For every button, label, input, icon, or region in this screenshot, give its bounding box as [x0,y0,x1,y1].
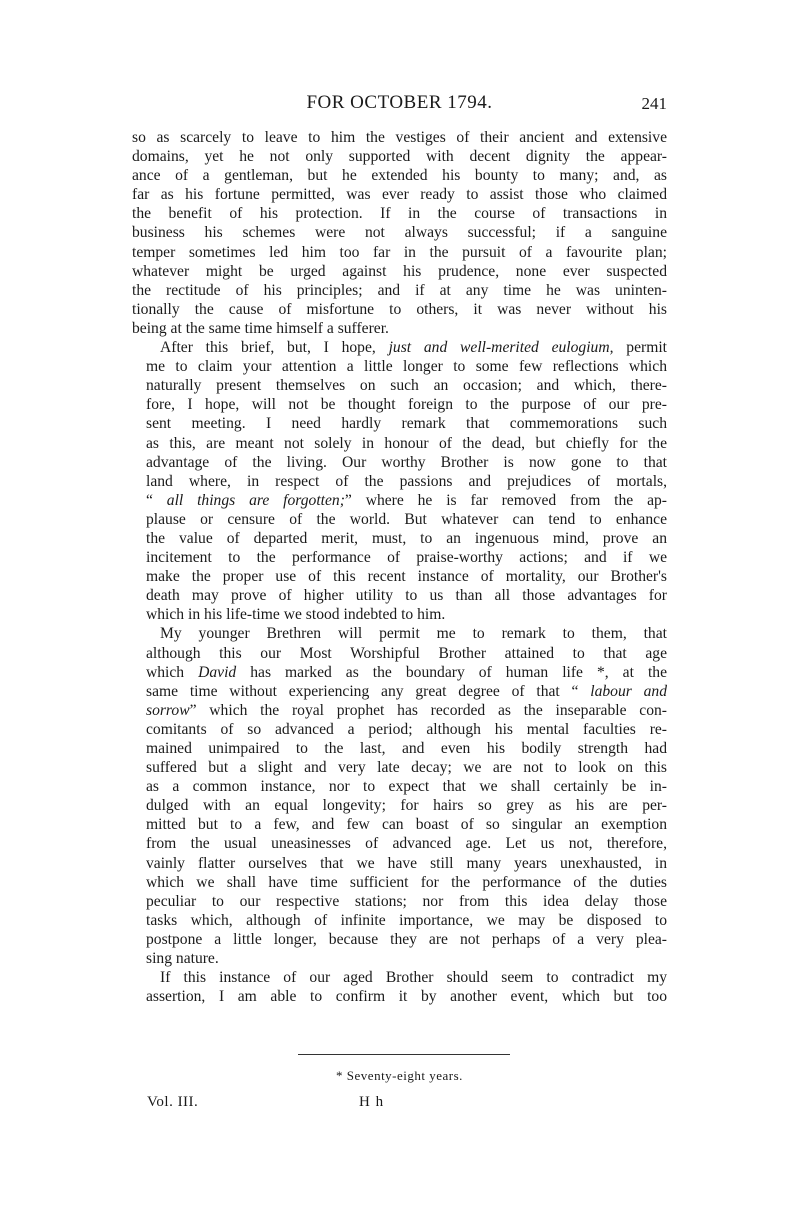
text-line: fore, I hope, will not be thought foreign to the purpose of our pre- [146,396,667,414]
text-line: me to claim your attention a little longer to some few reflections which [146,358,667,376]
text-line: death may prove of higher utility to us than all those advantages for [146,587,667,605]
text-line: If this instance of our aged Brother should seem to contradict my [160,969,667,987]
italic-phrase: all things are forgotten; [166,491,345,509]
text-run: ” which the royal prophet has recorded as the inseparable con- [189,701,667,719]
text-line [132,338,667,357]
text-line: comitants of so advanced a period; although his mental faculties re- [146,720,667,738]
text-line: advantage of the living. Our worthy Brother is now gone to that [146,453,667,471]
text-run: which [146,663,199,681]
italic-phrase: sorrow [146,701,190,719]
volume-mark: Vol. III. [147,1094,199,1110]
text-line: although this our Most Worshipful Brother attained to that age [146,644,667,662]
text-line: so as scarcely to leave to him the vestiges of their ancient and extensive [132,129,667,146]
text-line [132,682,667,701]
text-line [132,663,667,682]
footnote: * Seventy-eight years. [336,1068,463,1083]
text-line: sing nature. [146,950,219,968]
italic-phrase: just and well-merited eulogium, [388,339,614,357]
text-line: My younger Brethren will permit me to remark to them, that [160,625,667,643]
text-line: vainly flatter ourselves that we have still many years unexhausted, in [146,854,667,872]
text-run: After this brief, but, I hope, [160,339,389,357]
text-line: as this, are meant not solely in honour of the dead, but chiefly for the [146,434,667,452]
paragraph-1 [132,128,667,338]
running-header [132,92,667,122]
text-run: ” where he is far removed from the ap- [344,491,667,509]
text-line: business his schemes were not always successful; if a sanguine [132,224,667,242]
running-title: FOR OCTOBER 1794. [306,92,493,113]
text-line: the rectitude of his principles; and if at any time he was uninten- [132,281,667,299]
text-line: suffered but a slight and very late decay; we are not to look on this [146,759,667,777]
page-number: 241 [641,94,667,113]
text-line: from the usual uneasinesses of advanced age. Let us not, therefore, [146,835,667,853]
text-line: assertion, I am able to confirm it by another event, which but too [146,988,667,1006]
text-line: tasks which, although of infinite importance, we may be disposed to [146,911,667,929]
text-line: which in his life-time we stood indebted to him. [146,606,446,624]
footnote-rule [298,1054,510,1055]
text-line: whatever might be urged against his prudence, none ever suspected [132,262,667,280]
text-line: sent meeting. I need hardly remark that commemorations such [146,415,667,433]
text-line: mitted but to a few, and few can boast of so singular an exemption [146,816,667,834]
italic-phrase: David [198,663,237,681]
text-line: far as his fortune permitted, was ever ready to assist those who claimed [132,186,667,204]
text-line: naturally present themselves on such an occasion; and which, there- [146,377,667,395]
text-line: which we shall have time sufficient for the performance of the duties [146,873,667,891]
text-line: incitement to the performance of praise-worthy actions; and if we [146,549,667,567]
text-line: being at the same time himself a sufferer. [132,319,389,337]
text-line: the benefit of his protection. If in the course of transactions in [132,205,667,223]
text-run: same time without experiencing any great degree of that “ [146,682,591,700]
paragraph-4 [132,968,667,1006]
text-line: as a common instance, nor to expect that we shall certainly be in- [146,778,667,796]
text-line: the value of departed merit, must, to an ingenuous mind, prove an [146,529,667,547]
text-line: temper sometimes led him too far in the pursuit of a favourite plan; [132,243,667,261]
text-line [132,491,667,510]
page-footer [147,1094,667,1116]
body-text [132,128,667,1006]
text-line: peculiar to our respective stations; nor from this idea delay those [146,892,667,910]
paragraph-3 [132,624,667,968]
text-run: has marked as the boundary of human life *, at the [236,663,667,681]
text-run: permit [613,339,667,357]
text-line: plause or censure of the world. But whatever can tend to enhance [146,510,667,528]
text-line: dulged with an equal longevity; for hairs so grey as his are per- [146,797,667,815]
text-line: mained unimpaired to the last, and even his bodily strength had [146,740,667,757]
signature-mark: H h [359,1094,385,1110]
text-line [132,701,667,720]
text-line: make the proper use of this recent instance of mortality, our Brother's [146,568,667,586]
text-line: ance of a gentleman, but he extended his bounty to many; and, as [132,167,667,185]
text-line: domains, yet he not only supported with decent dignity the appear- [132,148,667,166]
italic-phrase: labour and [590,682,667,700]
paragraph-2 [132,338,667,624]
text-run: “ [146,491,167,509]
text-line: land where, in respect of the passions and prejudices of mortals, [146,472,667,490]
text-line: postpone a little longer, because they are not perhaps of a very plea- [146,930,667,948]
text-line: tionally the cause of misfortune to others, it was never without his [132,300,667,318]
